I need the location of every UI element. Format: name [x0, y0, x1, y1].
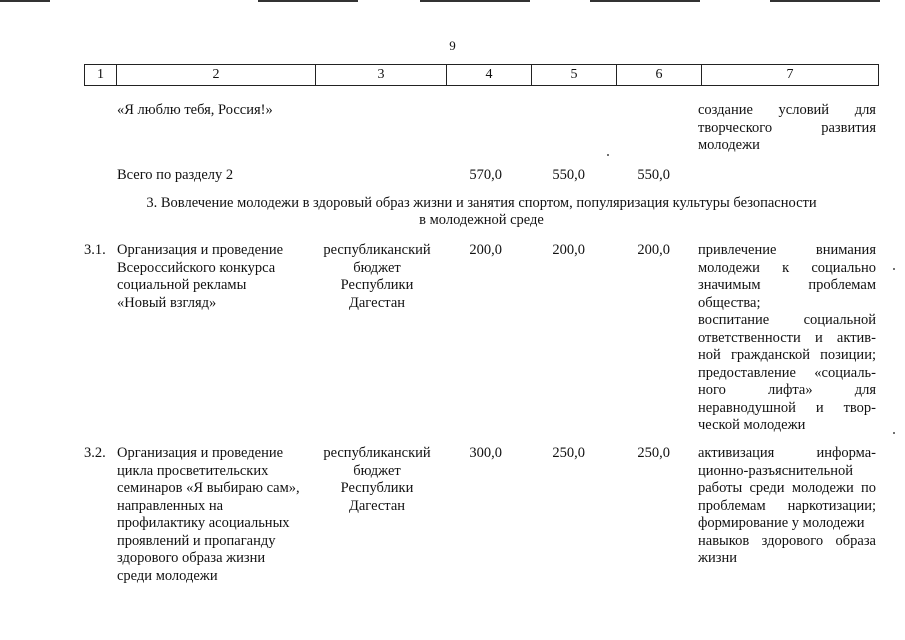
row-3-2-name: Организация и проведение цикла просветительских семинаров «Я выбираю сам», направленных на профилактику асоциальных проявлений и пропаганду здорового образа жизни среди молодежи: [117, 445, 300, 584]
page-number: 9: [449, 38, 456, 53]
top-rule-1: [258, 0, 358, 2]
header-col-3: 3: [316, 65, 447, 85]
row-3-1-col4: 200,0: [469, 242, 502, 258]
section3-heading-line2: в молодежной среде: [419, 212, 544, 228]
top-rule-3: [590, 0, 700, 2]
header-col-5: 5: [532, 65, 617, 85]
row-3-2-col6: 250,0: [637, 445, 670, 461]
header-col-6: 6: [617, 65, 702, 85]
row-3-2-col5: 250,0: [552, 445, 585, 461]
section2-total-col5: 550,0: [552, 167, 585, 183]
scan-speck: [607, 154, 609, 156]
row-3-1-name: Организация и проведение Всероссийского конкурса социальной рекламы «Новый взгляд»: [117, 242, 284, 311]
scan-speck: [893, 432, 895, 434]
row-3-1-funding-source: республиканский бюджет Республики Дагестан: [323, 242, 431, 311]
top-rule-2: [420, 0, 530, 2]
row-3-2-funding-source: республиканский бюджет Республики Дагестан: [323, 445, 431, 514]
row-3-1-col5: 200,0: [552, 242, 585, 258]
row-3-1-col6: 200,0: [637, 242, 670, 258]
row-3-2-number: 3.2.: [84, 445, 106, 461]
scan-speck: [893, 268, 895, 270]
section2-total-label: Всего по разделу 2: [117, 167, 234, 183]
section2-total-col6: 550,0: [637, 167, 670, 183]
column-number-header: [84, 64, 879, 86]
row-3-2-col4: 300,0: [469, 445, 502, 461]
cont-row-result: создание условий для творческого развития молодежи: [698, 102, 876, 153]
cont-row-name: «Я люблю тебя, Россия!»: [117, 102, 273, 118]
row-3-2-result: активизация информа- ционно-разъяснительной работы среди молодежи по проблемам наркотизации; формирование у молодежи навыков здорового образа жизни: [698, 445, 876, 566]
top-rule-4: [770, 0, 880, 2]
header-col-1: 1: [85, 65, 117, 85]
section2-total-col4: 570,0: [469, 167, 502, 183]
header-col-7: 7: [786, 67, 794, 82]
header-col-2: 2: [117, 65, 316, 85]
top-rule-left: [0, 0, 50, 2]
header-col-4: 4: [447, 65, 532, 85]
row-3-1-number: 3.1.: [84, 242, 106, 258]
row-3-1-result: привлечение внимания молодежи к социально значимым проблемам общества; воспитание социальной ответственности и актив- ной гражданской позиции; предоставление «социаль- ного лифта» для неравнодушной и твор- ческой молодежи: [698, 242, 876, 433]
section3-heading-line1: 3. Вовлечение молодежи в здоровый образ жизни и занятия спортом, популяризация культуры безопасности: [146, 195, 817, 211]
